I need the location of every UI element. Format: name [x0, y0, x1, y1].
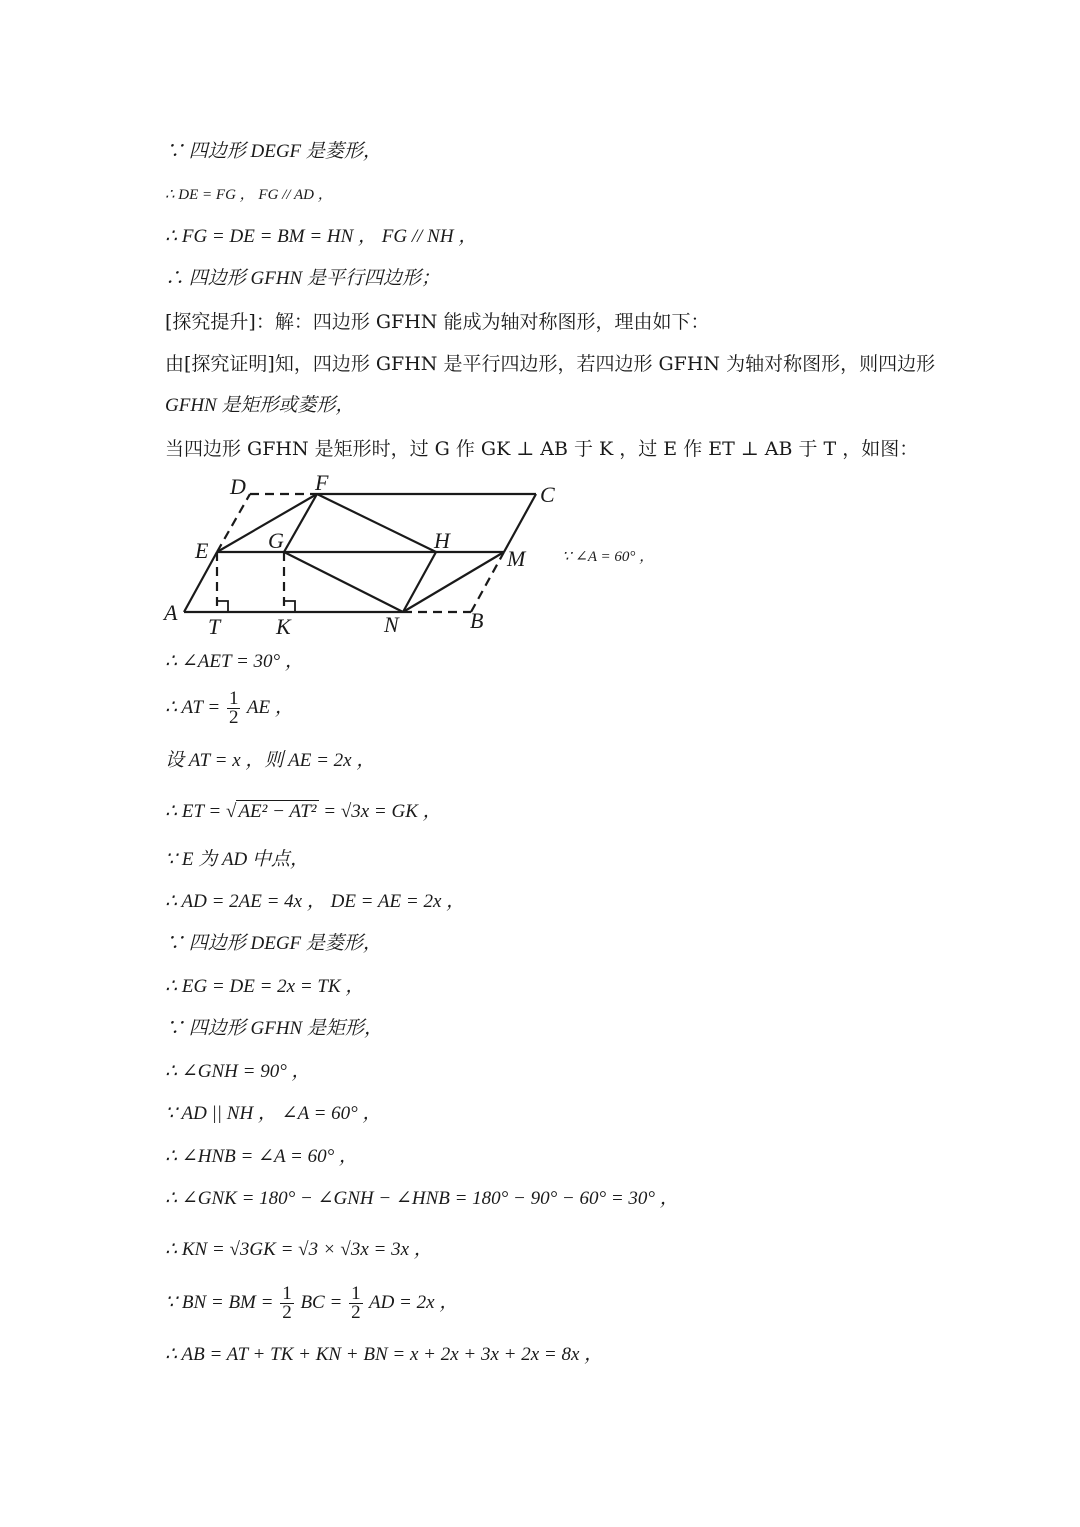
step-15-mid: BC = [300, 1291, 343, 1313]
label-D: D [230, 474, 246, 499]
step-4-sqrt: AE² − AT² [238, 801, 317, 822]
segment-EF [217, 494, 317, 552]
label-M: M [507, 546, 526, 571]
fraction-num: 1 [228, 688, 239, 709]
label-A: A [164, 600, 178, 625]
fraction-half [227, 690, 241, 727]
label-B: B [470, 608, 484, 633]
right-angle-K [284, 601, 295, 612]
text-line-7: GFHN 是矩形或菱形， [165, 395, 355, 416]
step-15-pre: ∵ BN = BM = [165, 1291, 274, 1313]
label-G: G [268, 528, 284, 553]
step-4: ∴ ET = √ AE² − AT² = √3x = GK ， [165, 801, 442, 822]
label-H: H [434, 528, 450, 553]
text-line-3: ∴ FG = DE = BM = HN ， FG // NH ， [165, 226, 478, 247]
step-15-post: AD = 2x ， [368, 1291, 459, 1313]
segment-GN [284, 552, 403, 612]
step-16: ∴ AB = AT + TK + KN + BN = x + 2x + 3x + 2x = 8x ， [165, 1344, 604, 1365]
fraction-num-1: 1 [282, 1283, 292, 1304]
fraction-ad [349, 1285, 363, 1322]
step-7: ∵ 四边形 DEGF 是菱形， [165, 933, 382, 954]
fraction-bc [280, 1285, 294, 1322]
label-F: F [315, 470, 329, 495]
step-6: ∴ AD = 2AE = 4x ， DE = AE = 2x ， [165, 891, 466, 912]
step-3: 设 AT = x ，则 AE = 2x ， [165, 750, 376, 771]
label-C: C [540, 482, 555, 507]
step-2-post: AE ， [246, 696, 294, 718]
step-12: ∴ ∠HNB = ∠A = 60° ， [165, 1146, 358, 1167]
step-11: ∵ AD || NH ， ∠A = 60° ， [165, 1103, 382, 1124]
text-line-4: ∴ 四边形 GFHN 是平行四边形； [165, 268, 440, 289]
fraction-den-2: 2 [351, 1302, 361, 1323]
text-line-2: ∴ DE = FG ， FG // AD ， [165, 187, 333, 203]
segment-NM [403, 552, 504, 612]
geometry-figure [160, 468, 560, 638]
step-13: ∴ ∠GNK = 180° − ∠GNH − ∠HNB = 180° − 90° − 60° = 30° ， [165, 1188, 679, 1209]
step-14: ∴ KN = √3GK = √3 × √3x = 3x ， [165, 1239, 433, 1260]
fraction-den: 2 [228, 707, 239, 728]
step-1: ∴ ∠AET = 30° ， [165, 651, 304, 672]
text-line-5: [探究提升]：解：四边形 GFHN 能成为轴对称图形，理由如下： [165, 311, 710, 333]
step-4-pre: ∴ ET = [165, 801, 222, 822]
fraction-den-1: 2 [282, 1302, 292, 1323]
right-angle-T [217, 601, 228, 612]
segment-CM [504, 494, 536, 552]
step-4-post: = √3x = GK ， [323, 801, 442, 822]
text-line-1: ∵ 四边形 DEGF 是菱形， [165, 141, 382, 162]
step-2-pre: ∴ AT = [165, 696, 221, 718]
label-N: N [384, 612, 399, 637]
segment-FH [317, 494, 436, 552]
label-K: K [276, 614, 291, 638]
step-2 [165, 690, 294, 727]
figure-annotation: ∵ ∠A = 60° ， [562, 549, 655, 565]
step-9: ∵ 四边形 GFHN 是矩形， [165, 1018, 383, 1039]
step-5: ∵ E 为 AD 中点， [165, 849, 310, 870]
step-10: ∴ ∠GNH = 90° ， [165, 1061, 311, 1082]
step-15 [165, 1285, 458, 1322]
label-E: E [195, 538, 209, 563]
fraction-num-2: 1 [351, 1283, 361, 1304]
label-T: T [208, 614, 221, 638]
step-8: ∴ EG = DE = 2x = TK ， [165, 976, 365, 997]
text-line-6: 由[探究证明]知，四边形 GFHN 是平行四边形，若四边形 GFHN 为轴对称图形，则四边形 [165, 353, 936, 375]
text-line-8: 当四边形 GFHN 是矩形时，过 G 作 GK ⊥ AB 于 K ，过 E 作 ET ⊥ AB 于 T ，如图： [165, 438, 919, 460]
